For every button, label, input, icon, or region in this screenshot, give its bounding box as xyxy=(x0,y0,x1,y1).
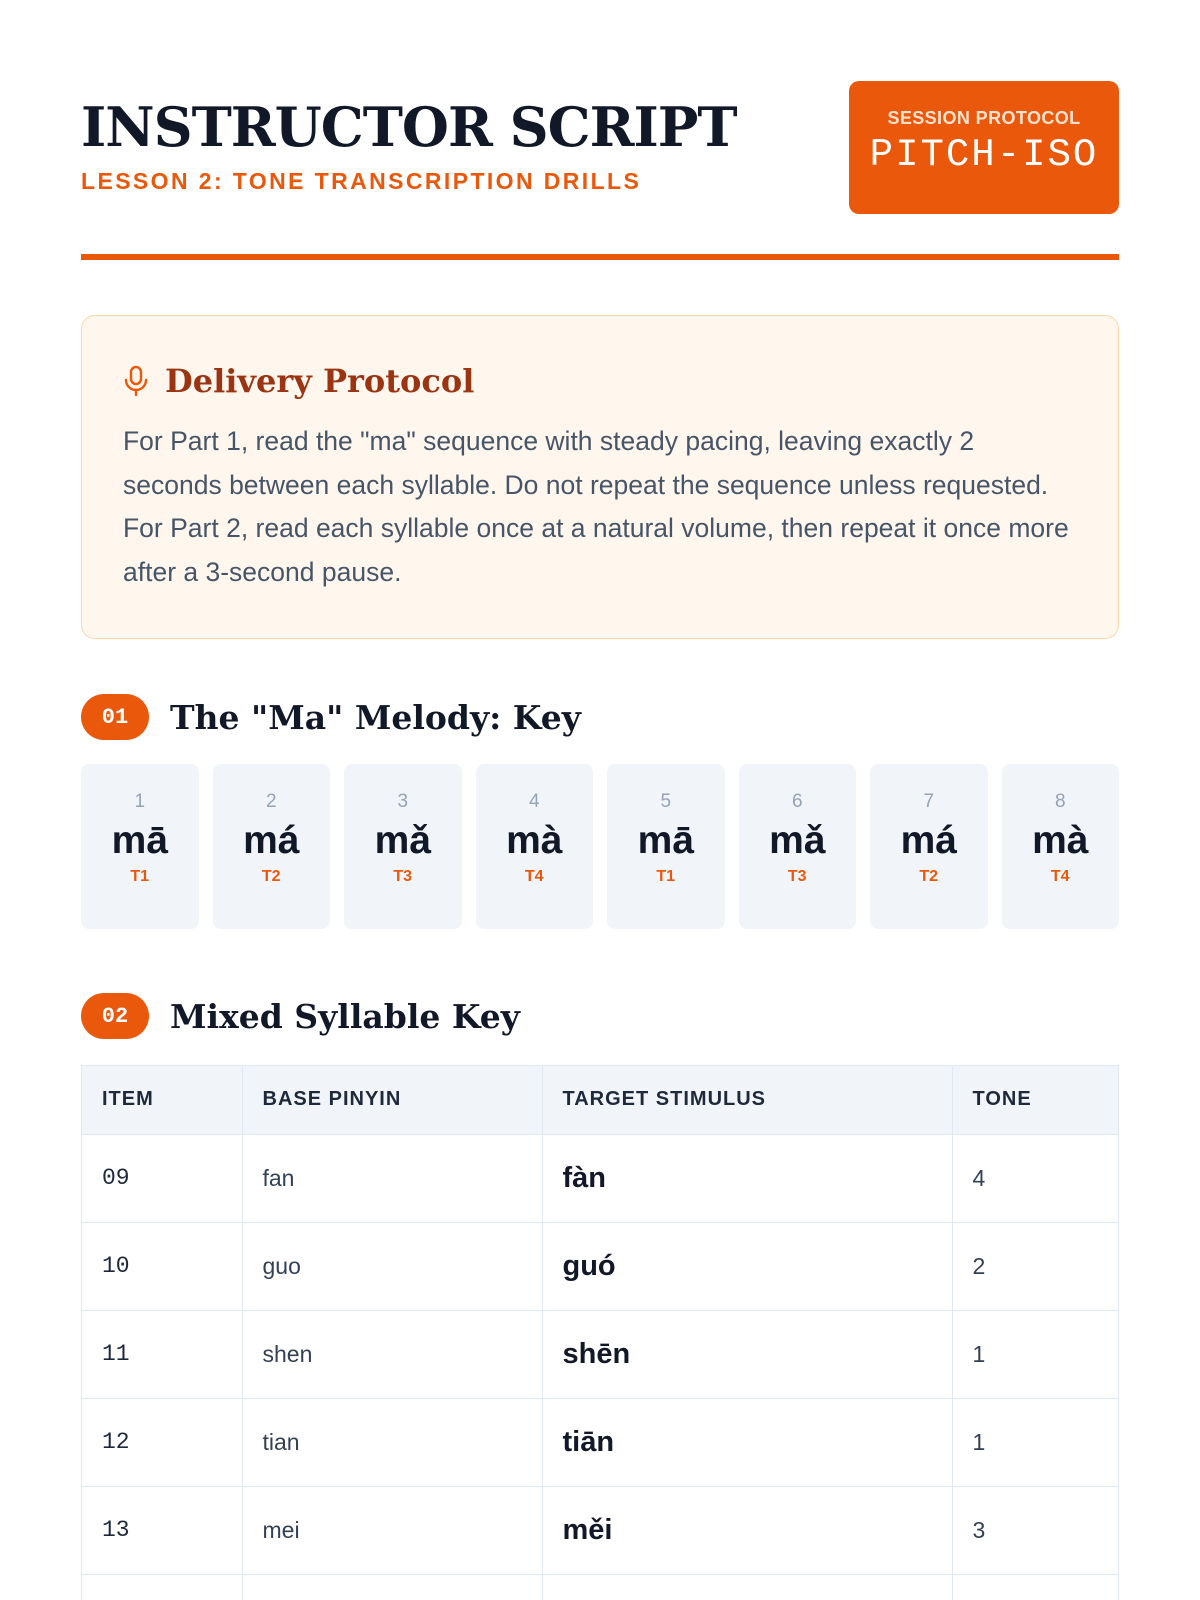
page-subtitle: LESSON 2: TONE TRANSCRIPTION DRILLS xyxy=(81,168,642,194)
microphone-icon xyxy=(123,365,149,397)
melody-card xyxy=(870,764,988,929)
melody-card xyxy=(739,764,857,929)
table-header-row xyxy=(82,1066,1118,1134)
session-protocol-label: SESSION PROTOCOL xyxy=(887,108,1081,128)
table-row xyxy=(82,1574,1118,1600)
cell-target-stimulus: shēn xyxy=(542,1310,952,1398)
cell-tone: 2 xyxy=(952,1222,1118,1310)
section-2-number-badge: 02 xyxy=(81,993,149,1039)
card-syllable: mà xyxy=(1032,819,1089,862)
cell-item: 11 xyxy=(82,1310,242,1398)
cell-base-pinyin: guo xyxy=(242,1222,542,1310)
card-number: 5 xyxy=(660,791,672,812)
column-header-base-pinyin: BASE PINYIN xyxy=(242,1066,542,1134)
card-number: 7 xyxy=(923,791,935,812)
cell-tone: 4 xyxy=(952,1134,1118,1222)
column-header-target-stimulus: TARGET STIMULUS xyxy=(542,1066,952,1134)
card-syllable: má xyxy=(243,819,300,862)
delivery-protocol-header xyxy=(123,362,1076,400)
card-number: 4 xyxy=(528,791,540,812)
cell-item: 09 xyxy=(82,1134,242,1222)
card-number: 2 xyxy=(265,791,277,812)
cell-target-stimulus: tiān xyxy=(542,1398,952,1486)
section-1-header xyxy=(81,694,1119,740)
delivery-protocol-box xyxy=(81,315,1119,639)
cell-base-pinyin: tian xyxy=(242,1398,542,1486)
cell-target-stimulus xyxy=(542,1574,952,1600)
card-tone: T1 xyxy=(130,867,150,885)
mixed-syllable-table xyxy=(82,1066,1118,1600)
card-tone: T4 xyxy=(524,867,544,885)
delivery-protocol-text: For Part 1, read the "ma" sequence with steady pacing, leaving exactly 2 seconds between each syllable. Do not repeat the sequence unless requested. For Part 2, read each syllable once at a natural volume, then repeat it once more after a 3-second pause. xyxy=(123,426,1069,587)
card-tone: T4 xyxy=(1050,867,1070,885)
card-syllable: má xyxy=(900,819,957,862)
section-2-header xyxy=(81,993,1119,1039)
melody-card xyxy=(476,764,594,929)
melody-card xyxy=(213,764,331,929)
card-tone: T3 xyxy=(787,867,807,885)
card-tone: T1 xyxy=(656,867,676,885)
card-syllable: mā xyxy=(111,819,168,862)
cell-item: 10 xyxy=(82,1222,242,1310)
card-tone: T3 xyxy=(393,867,413,885)
table-row xyxy=(82,1398,1118,1486)
delivery-protocol-title: Delivery Protocol xyxy=(165,362,475,400)
section-1-number-badge: 01 xyxy=(81,694,149,740)
page-title: INSTRUCTOR SCRIPT xyxy=(81,95,737,159)
cell-tone xyxy=(952,1574,1118,1600)
header xyxy=(81,0,1119,261)
table-row xyxy=(82,1134,1118,1222)
table-row xyxy=(82,1222,1118,1310)
cell-base-pinyin: fan xyxy=(242,1134,542,1222)
melody-card xyxy=(1002,764,1120,929)
card-number: 8 xyxy=(1054,791,1066,812)
cell-base-pinyin: shen xyxy=(242,1310,542,1398)
column-header-item: ITEM xyxy=(82,1066,242,1134)
ma-melody-cards xyxy=(81,764,1119,929)
cell-target-stimulus: fàn xyxy=(542,1134,952,1222)
cell-item xyxy=(82,1574,242,1600)
card-syllable: mǎ xyxy=(769,819,826,862)
card-syllable: mā xyxy=(637,819,694,862)
session-protocol-badge xyxy=(849,81,1119,214)
cell-tone: 1 xyxy=(952,1310,1118,1398)
melody-card xyxy=(344,764,462,929)
session-protocol-code: PITCH-ISO xyxy=(869,133,1099,177)
cell-base-pinyin xyxy=(242,1574,542,1600)
card-number: 6 xyxy=(791,791,803,812)
melody-card xyxy=(607,764,725,929)
table-row xyxy=(82,1486,1118,1574)
card-syllable: mà xyxy=(506,819,563,862)
card-syllable: mǎ xyxy=(374,819,431,862)
card-tone: T2 xyxy=(261,867,281,885)
mixed-syllable-table-wrapper xyxy=(81,1065,1119,1600)
cell-item: 12 xyxy=(82,1398,242,1486)
section-1-title: The "Ma" Melody: Key xyxy=(170,697,581,737)
cell-item: 13 xyxy=(82,1486,242,1574)
cell-tone: 3 xyxy=(952,1486,1118,1574)
table-row xyxy=(82,1310,1118,1398)
card-number: 1 xyxy=(134,791,146,812)
card-number: 3 xyxy=(397,791,409,812)
cell-tone: 1 xyxy=(952,1398,1118,1486)
melody-card xyxy=(81,764,199,929)
cell-target-stimulus: měi xyxy=(542,1486,952,1574)
header-divider xyxy=(81,254,1119,260)
card-tone: T2 xyxy=(919,867,939,885)
cell-base-pinyin: mei xyxy=(242,1486,542,1574)
section-2-title: Mixed Syllable Key xyxy=(170,996,520,1036)
column-header-tone: TONE xyxy=(952,1066,1118,1134)
cell-target-stimulus: guó xyxy=(542,1222,952,1310)
